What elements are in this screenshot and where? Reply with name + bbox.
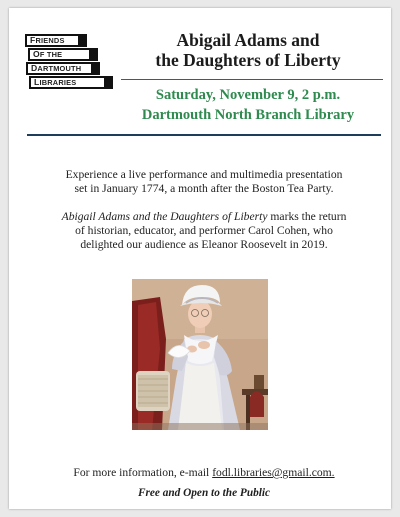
- logo-initial: D: [31, 63, 38, 73]
- performer-photo: [132, 279, 268, 430]
- program-title-italic: Abigail Adams and the Daughters of Liberty: [61, 210, 268, 223]
- logo-book-4: [29, 76, 113, 89]
- description-line: Experience a live performance and multimedia presentation: [65, 168, 343, 181]
- description-line: of historian, educator, and performer Carol Cohen, who: [75, 224, 333, 237]
- logo-book-3: [26, 62, 100, 75]
- logo-initial: O: [33, 49, 40, 59]
- logo-word: IBRARIES: [39, 78, 77, 87]
- description-paragraph-1: [29, 168, 379, 196]
- friends-of-dartmouth-libraries-logo: [25, 34, 115, 92]
- logo-book-2: [28, 48, 98, 61]
- event-date: Saturday, November 9, 2 p.m.: [155, 87, 341, 103]
- event-title-line-1: Abigail Adams and: [176, 30, 320, 50]
- logo-initial: F: [30, 35, 36, 45]
- contact-info-prefix: For more information, e-mail: [73, 466, 213, 479]
- flyer-page: [9, 8, 391, 509]
- contact-info: [29, 466, 379, 480]
- description-paragraph-2: [29, 210, 379, 252]
- description-line: [29, 210, 379, 224]
- logo-word: F THE: [39, 50, 63, 59]
- title-divider: [121, 79, 383, 80]
- description-line: delighted our audience as Eleanor Roosevelt in 2019.: [80, 238, 328, 251]
- description-line-rest: marks the return: [267, 210, 347, 223]
- event-location: Dartmouth North Branch Library: [141, 107, 355, 123]
- logo-word: RIENDS: [35, 36, 65, 45]
- event-title-line-2: the Daughters of Liberty: [155, 50, 341, 70]
- logo-initial: L: [34, 77, 40, 87]
- logo-book-1: [25, 34, 87, 47]
- event-when: [117, 85, 379, 125]
- event-title: [117, 30, 379, 70]
- description-line: set in January 1774, a month after the Boston Tea Party.: [74, 182, 334, 195]
- logo-word: ARTMOUTH: [37, 64, 82, 73]
- admission-tagline: Free and Open to the Public: [137, 487, 271, 499]
- header-divider: [27, 134, 381, 136]
- email-link[interactable]: fodl.libraries@gmail.com.: [212, 466, 335, 479]
